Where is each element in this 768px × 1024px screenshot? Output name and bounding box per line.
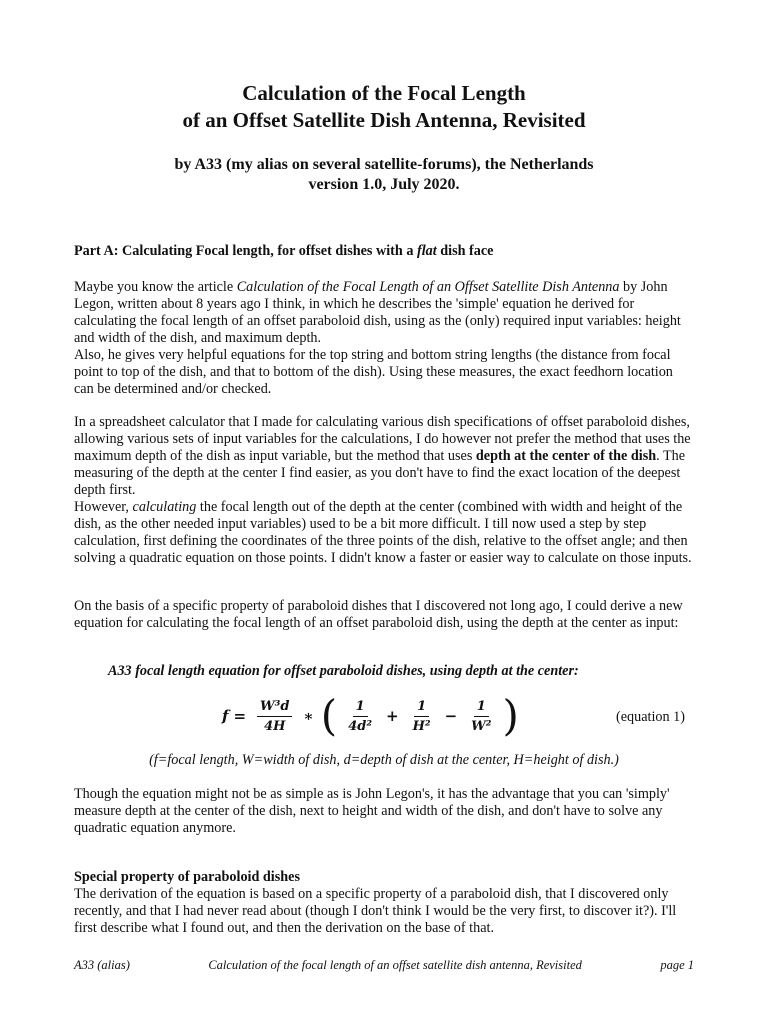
equation-lhs: f — [222, 707, 229, 725]
page-footer — [74, 958, 694, 973]
minus-sign: − — [444, 707, 458, 725]
fraction-w3d-4h: $\frac{\text{W³d}}{4H}$ — [257, 699, 292, 734]
title-line-2: of an Offset Satellite Dish Antenna, Revisited — [182, 108, 586, 132]
paragraph-2: In a spreadsheet calculator that I made for calculating various dish specifications of offset paraboloid dishes, allowing various sets of input variables for the calculations, I do however not prefer the method that uses the maximum depth of the dish as input variable, but the method that uses depth at the center of the dish. The measuring of the depth at the center I find easier, as you don't have to find the exact location of the deepest depth first. However, calculating the focal length out of the depth at the center (combined with width and height of the dish, as the other needed input variables) used to be a bit more difficult. I till now used a step by step calculation, first defining the coordinates of the three points of the dish, relative to the offset angle; and then solving a quadratic equation on those points. I didn't know a faster or easier way to calculate on those inputs. — [74, 414, 692, 566]
footer-author: A33 (alias) — [74, 958, 130, 972]
multiply-sign: ∗ — [303, 707, 314, 725]
paragraph-1: Maybe you know the article Calculation of the Focal Length of an Offset Satellite Dish Antenna by John Legon, written about 8 years ago I think, in which he describes the 'simple' equation he derived for calculating the focal length of an offset paraboloid dish, using as the (only) required input variables: height and width of the dish, and maximum depth. Also, he gives very helpful equations for the top string and bottom string lengths (the distance from focal point to top of the dish, and that to bottom of the dish). Using these measures, the exact feedhorn location can be determined and/or checked. — [74, 279, 681, 397]
equals-sign: = — [233, 707, 247, 725]
part-a-heading: Part A: Calculating Focal length, for offset dishes with a flat dish face — [74, 243, 494, 259]
byline-author: by A33 (my alias on several satellite-forums), the Netherlands — [174, 156, 594, 173]
paragraph-3: On the basis of a specific property of paraboloid dishes that I discovered not long ago, I could derive a new equation for calculating the focal length of an offset paraboloid dish, using the depth at the center as input: — [74, 598, 683, 631]
special-property-text: The derivation of the equation is based on a specific property of a paraboloid dish, that I discovered only recently, and that I had never read about (though I don't think I would be the very first, to discover it?). I'll first describe what I found out, and then the derivation on the base of that. — [74, 886, 677, 936]
equation-title: A33 focal length equation for offset paraboloid dishes, using depth at the center: — [108, 663, 579, 679]
paragraph-4: Though the equation might not be as simple as is John Legon's, it has the advantage that you can 'simply' measure depth at the center of the dish, next to height and width of the dish, and don't have to solve any quadratic equation anymore. — [74, 786, 670, 836]
equation-legend: (f=focal length, W=width of dish, d=depth of dish at the center, H=height of dish.) — [149, 752, 619, 768]
right-paren: ) — [502, 691, 519, 740]
title-line-1: Calculation of the Focal Length — [242, 81, 526, 105]
fraction-1-h2: $\frac{1}{\text{H²}}$ — [412, 698, 431, 734]
footer-title: Calculation of the focal length of an offset satellite dish antenna, Revisited — [208, 958, 582, 972]
left-paren: ( — [320, 691, 338, 740]
fraction-1-4d2: $\frac{1}{\text{4d²}}$ — [348, 698, 373, 734]
special-property-heading: Special property of paraboloid dishes — [74, 869, 300, 885]
fraction-1-w2: $\frac{1}{\text{W²}}$ — [471, 698, 492, 734]
byline — [74, 155, 694, 195]
special-property-section — [74, 869, 694, 937]
plus-sign: + — [386, 707, 399, 725]
equation-number: (equation 1) — [616, 709, 685, 725]
footer-page-number: page 1 — [660, 958, 694, 972]
document-title — [74, 80, 694, 134]
byline-version: version 1.0, July 2020. — [308, 176, 460, 193]
focal-length-equation — [222, 693, 562, 739]
